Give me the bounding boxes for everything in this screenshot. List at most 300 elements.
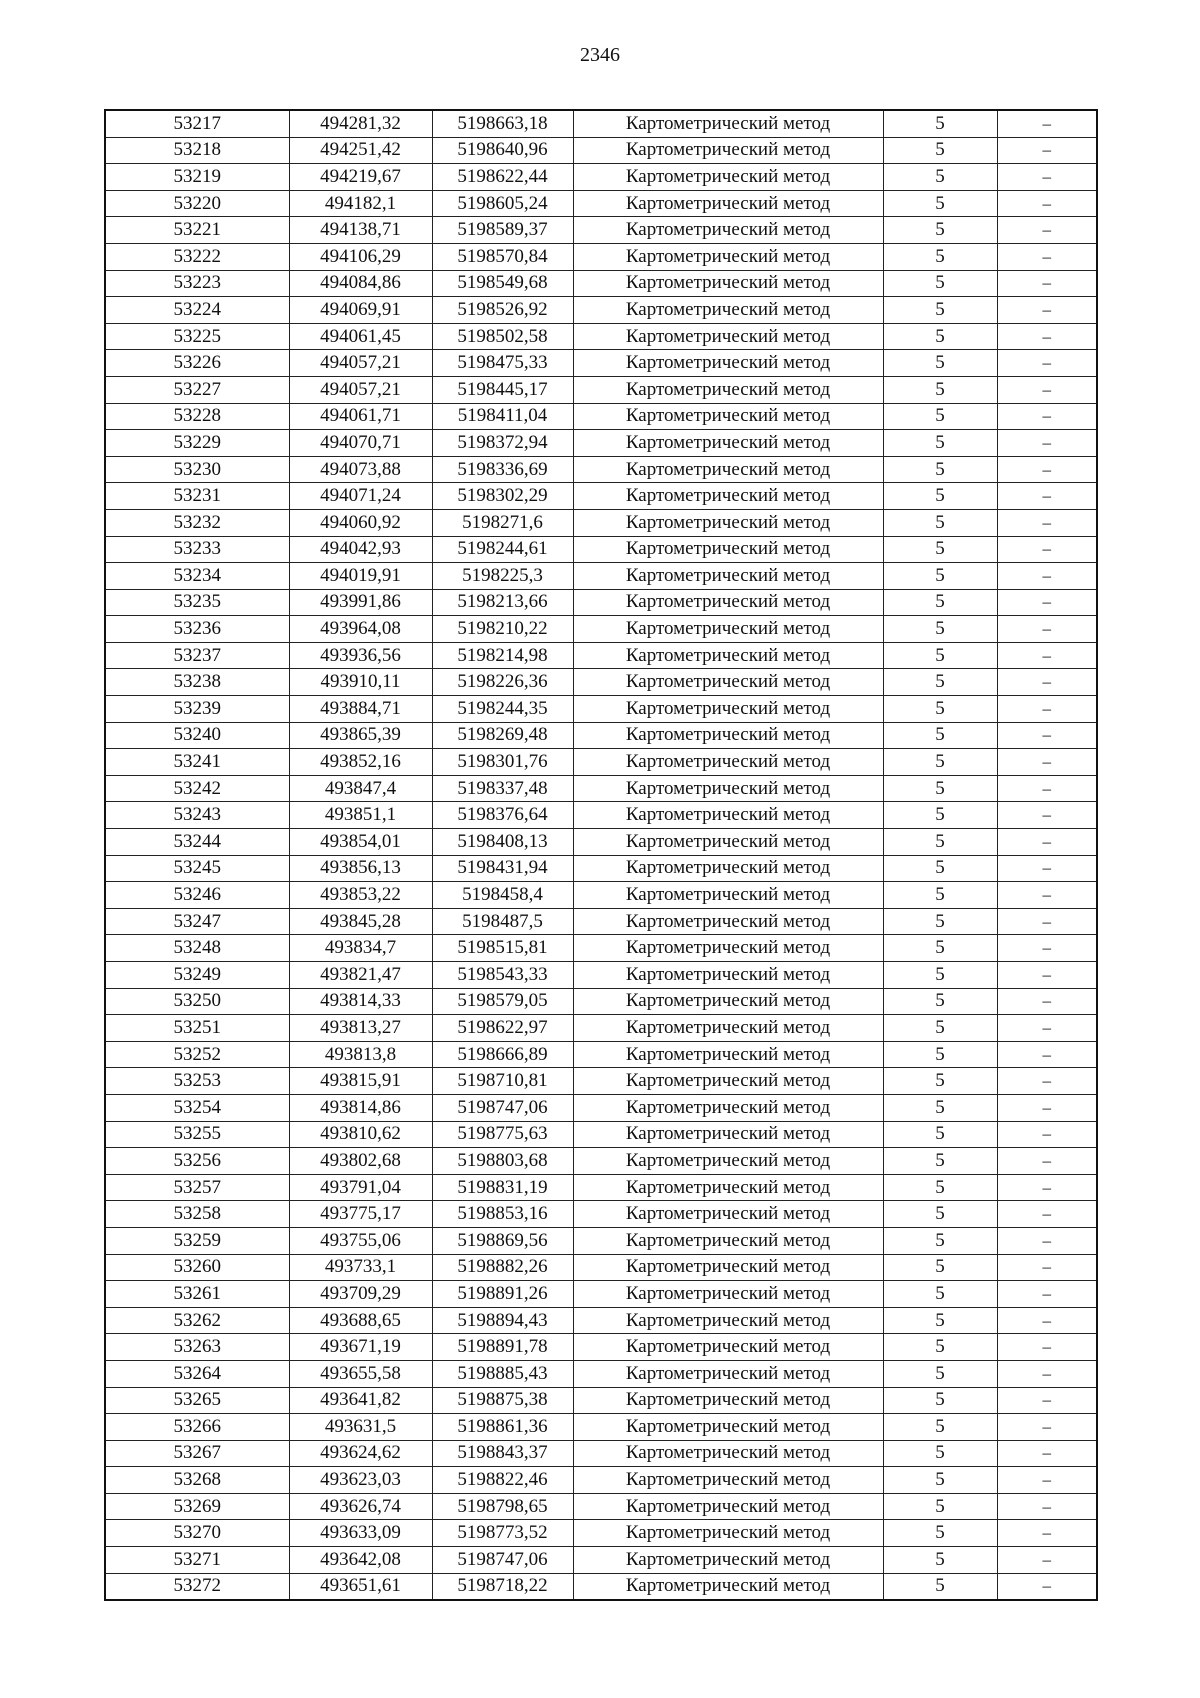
description-cell: – bbox=[997, 1493, 1097, 1520]
method-cell: Картометрический метод bbox=[573, 456, 883, 483]
table-row bbox=[105, 642, 1097, 669]
x-coordinate-cell: 494060,92 bbox=[289, 509, 432, 536]
point-number-cell: 53218 bbox=[105, 137, 289, 164]
point-number-cell: 53259 bbox=[105, 1227, 289, 1254]
accuracy-cell: 5 bbox=[883, 1334, 997, 1361]
x-coordinate-cell: 493791,04 bbox=[289, 1174, 432, 1201]
description-cell: – bbox=[997, 1254, 1097, 1281]
point-number-cell: 53248 bbox=[105, 935, 289, 962]
x-coordinate-cell: 493815,91 bbox=[289, 1068, 432, 1095]
accuracy-cell: 5 bbox=[883, 669, 997, 696]
description-cell: – bbox=[997, 722, 1097, 749]
method-cell: Картометрический метод bbox=[573, 243, 883, 270]
accuracy-cell: 5 bbox=[883, 1015, 997, 1042]
y-coordinate-cell: 5198718,22 bbox=[432, 1573, 573, 1600]
x-coordinate-cell: 494071,24 bbox=[289, 483, 432, 510]
y-coordinate-cell: 5198214,98 bbox=[432, 642, 573, 669]
method-cell: Картометрический метод bbox=[573, 882, 883, 909]
x-coordinate-cell: 494073,88 bbox=[289, 456, 432, 483]
accuracy-cell: 5 bbox=[883, 403, 997, 430]
x-coordinate-cell: 493641,82 bbox=[289, 1387, 432, 1414]
accuracy-cell: 5 bbox=[883, 563, 997, 590]
table-row bbox=[105, 243, 1097, 270]
accuracy-cell: 5 bbox=[883, 164, 997, 191]
table-row bbox=[105, 1281, 1097, 1308]
table-row bbox=[105, 350, 1097, 377]
method-cell: Картометрический метод bbox=[573, 775, 883, 802]
x-coordinate-cell: 494057,21 bbox=[289, 376, 432, 403]
point-number-cell: 53258 bbox=[105, 1201, 289, 1228]
table-row bbox=[105, 1041, 1097, 1068]
table-row bbox=[105, 1547, 1097, 1574]
description-cell: – bbox=[997, 1015, 1097, 1042]
table-row bbox=[105, 1201, 1097, 1228]
x-coordinate-cell: 493813,8 bbox=[289, 1041, 432, 1068]
y-coordinate-cell: 5198475,33 bbox=[432, 350, 573, 377]
x-coordinate-cell: 494057,21 bbox=[289, 350, 432, 377]
description-cell: – bbox=[997, 616, 1097, 643]
y-coordinate-cell: 5198773,52 bbox=[432, 1520, 573, 1547]
table-row bbox=[105, 376, 1097, 403]
table-row bbox=[105, 430, 1097, 457]
y-coordinate-cell: 5198271,6 bbox=[432, 509, 573, 536]
method-cell: Картометрический метод bbox=[573, 1360, 883, 1387]
method-cell: Картометрический метод bbox=[573, 483, 883, 510]
method-cell: Картометрический метод bbox=[573, 323, 883, 350]
point-number-cell: 53239 bbox=[105, 696, 289, 723]
x-coordinate-cell: 494019,91 bbox=[289, 563, 432, 590]
table-row bbox=[105, 1414, 1097, 1441]
table-row bbox=[105, 882, 1097, 909]
table-row bbox=[105, 1174, 1097, 1201]
point-number-cell: 53261 bbox=[105, 1281, 289, 1308]
point-number-cell: 53219 bbox=[105, 164, 289, 191]
table-row bbox=[105, 456, 1097, 483]
method-cell: Картометрический метод bbox=[573, 1201, 883, 1228]
description-cell: – bbox=[997, 217, 1097, 244]
y-coordinate-cell: 5198861,36 bbox=[432, 1414, 573, 1441]
table-row bbox=[105, 988, 1097, 1015]
y-coordinate-cell: 5198663,18 bbox=[432, 110, 573, 137]
y-coordinate-cell: 5198302,29 bbox=[432, 483, 573, 510]
y-coordinate-cell: 5198803,68 bbox=[432, 1148, 573, 1175]
point-number-cell: 53247 bbox=[105, 908, 289, 935]
description-cell: – bbox=[997, 855, 1097, 882]
y-coordinate-cell: 5198894,43 bbox=[432, 1307, 573, 1334]
accuracy-cell: 5 bbox=[883, 1573, 997, 1600]
description-cell: – bbox=[997, 430, 1097, 457]
accuracy-cell: 5 bbox=[883, 350, 997, 377]
x-coordinate-cell: 494061,45 bbox=[289, 323, 432, 350]
method-cell: Картометрический метод bbox=[573, 350, 883, 377]
point-number-cell: 53227 bbox=[105, 376, 289, 403]
y-coordinate-cell: 5198666,89 bbox=[432, 1041, 573, 1068]
description-cell: – bbox=[997, 1307, 1097, 1334]
method-cell: Картометрический метод bbox=[573, 376, 883, 403]
description-cell: – bbox=[997, 270, 1097, 297]
method-cell: Картометрический метод bbox=[573, 616, 883, 643]
point-number-cell: 53266 bbox=[105, 1414, 289, 1441]
description-cell: – bbox=[997, 669, 1097, 696]
y-coordinate-cell: 5198831,19 bbox=[432, 1174, 573, 1201]
accuracy-cell: 5 bbox=[883, 775, 997, 802]
method-cell: Картометрический метод bbox=[573, 1547, 883, 1574]
table-row bbox=[105, 483, 1097, 510]
table-row bbox=[105, 722, 1097, 749]
point-number-cell: 53251 bbox=[105, 1015, 289, 1042]
description-cell: – bbox=[997, 403, 1097, 430]
y-coordinate-cell: 5198269,48 bbox=[432, 722, 573, 749]
point-number-cell: 53230 bbox=[105, 456, 289, 483]
x-coordinate-cell: 493847,4 bbox=[289, 775, 432, 802]
accuracy-cell: 5 bbox=[883, 1254, 997, 1281]
method-cell: Картометрический метод bbox=[573, 563, 883, 590]
accuracy-cell: 5 bbox=[883, 243, 997, 270]
description-cell: – bbox=[997, 696, 1097, 723]
x-coordinate-cell: 494251,42 bbox=[289, 137, 432, 164]
y-coordinate-cell: 5198775,63 bbox=[432, 1121, 573, 1148]
table-row bbox=[105, 775, 1097, 802]
x-coordinate-cell: 494084,86 bbox=[289, 270, 432, 297]
x-coordinate-cell: 493821,47 bbox=[289, 962, 432, 989]
x-coordinate-cell: 493631,5 bbox=[289, 1414, 432, 1441]
description-cell: – bbox=[997, 988, 1097, 1015]
y-coordinate-cell: 5198502,58 bbox=[432, 323, 573, 350]
table-row bbox=[105, 749, 1097, 776]
point-number-cell: 53224 bbox=[105, 297, 289, 324]
accuracy-cell: 5 bbox=[883, 1041, 997, 1068]
table-row bbox=[105, 696, 1097, 723]
y-coordinate-cell: 5198411,04 bbox=[432, 403, 573, 430]
x-coordinate-cell: 493865,39 bbox=[289, 722, 432, 749]
table-row bbox=[105, 589, 1097, 616]
y-coordinate-cell: 5198431,94 bbox=[432, 855, 573, 882]
table-row bbox=[105, 669, 1097, 696]
description-cell: – bbox=[997, 376, 1097, 403]
method-cell: Картометрический метод bbox=[573, 829, 883, 856]
x-coordinate-cell: 493633,09 bbox=[289, 1520, 432, 1547]
method-cell: Картометрический метод bbox=[573, 190, 883, 217]
y-coordinate-cell: 5198337,48 bbox=[432, 775, 573, 802]
y-coordinate-cell: 5198891,26 bbox=[432, 1281, 573, 1308]
point-number-cell: 53228 bbox=[105, 403, 289, 430]
point-number-cell: 53223 bbox=[105, 270, 289, 297]
accuracy-cell: 5 bbox=[883, 430, 997, 457]
accuracy-cell: 5 bbox=[883, 1227, 997, 1254]
point-number-cell: 53255 bbox=[105, 1121, 289, 1148]
x-coordinate-cell: 493814,33 bbox=[289, 988, 432, 1015]
description-cell: – bbox=[997, 1573, 1097, 1600]
accuracy-cell: 5 bbox=[883, 1121, 997, 1148]
y-coordinate-cell: 5198515,81 bbox=[432, 935, 573, 962]
table-row bbox=[105, 1334, 1097, 1361]
x-coordinate-cell: 493854,01 bbox=[289, 829, 432, 856]
x-coordinate-cell: 493802,68 bbox=[289, 1148, 432, 1175]
point-number-cell: 53237 bbox=[105, 642, 289, 669]
table-row bbox=[105, 297, 1097, 324]
point-number-cell: 53270 bbox=[105, 1520, 289, 1547]
y-coordinate-cell: 5198891,78 bbox=[432, 1334, 573, 1361]
description-cell: – bbox=[997, 1360, 1097, 1387]
description-cell: – bbox=[997, 190, 1097, 217]
description-cell: – bbox=[997, 775, 1097, 802]
x-coordinate-cell: 494061,71 bbox=[289, 403, 432, 430]
accuracy-cell: 5 bbox=[883, 1174, 997, 1201]
point-number-cell: 53241 bbox=[105, 749, 289, 776]
point-number-cell: 53222 bbox=[105, 243, 289, 270]
x-coordinate-cell: 493623,03 bbox=[289, 1467, 432, 1494]
description-cell: – bbox=[997, 1334, 1097, 1361]
table-row bbox=[105, 1148, 1097, 1175]
point-number-cell: 53220 bbox=[105, 190, 289, 217]
method-cell: Картометрический метод bbox=[573, 669, 883, 696]
method-cell: Картометрический метод bbox=[573, 908, 883, 935]
description-cell: – bbox=[997, 1520, 1097, 1547]
table-row bbox=[105, 935, 1097, 962]
description-cell: – bbox=[997, 243, 1097, 270]
accuracy-cell: 5 bbox=[883, 1440, 997, 1467]
description-cell: – bbox=[997, 1414, 1097, 1441]
point-number-cell: 53262 bbox=[105, 1307, 289, 1334]
method-cell: Картометрический метод bbox=[573, 1121, 883, 1148]
accuracy-cell: 5 bbox=[883, 1307, 997, 1334]
table-row bbox=[105, 270, 1097, 297]
accuracy-cell: 5 bbox=[883, 1547, 997, 1574]
y-coordinate-cell: 5198445,17 bbox=[432, 376, 573, 403]
x-coordinate-cell: 494182,1 bbox=[289, 190, 432, 217]
description-cell: – bbox=[997, 350, 1097, 377]
x-coordinate-cell: 494106,29 bbox=[289, 243, 432, 270]
y-coordinate-cell: 5198301,76 bbox=[432, 749, 573, 776]
x-coordinate-cell: 493655,58 bbox=[289, 1360, 432, 1387]
method-cell: Картометрический метод bbox=[573, 722, 883, 749]
y-coordinate-cell: 5198885,43 bbox=[432, 1360, 573, 1387]
point-number-cell: 53257 bbox=[105, 1174, 289, 1201]
x-coordinate-cell: 493733,1 bbox=[289, 1254, 432, 1281]
table-row bbox=[105, 1307, 1097, 1334]
method-cell: Картометрический метод bbox=[573, 642, 883, 669]
y-coordinate-cell: 5198589,37 bbox=[432, 217, 573, 244]
description-cell: – bbox=[997, 1440, 1097, 1467]
accuracy-cell: 5 bbox=[883, 829, 997, 856]
table-row bbox=[105, 563, 1097, 590]
x-coordinate-cell: 493964,08 bbox=[289, 616, 432, 643]
accuracy-cell: 5 bbox=[883, 270, 997, 297]
accuracy-cell: 5 bbox=[883, 323, 997, 350]
description-cell: – bbox=[997, 1068, 1097, 1095]
description-cell: – bbox=[997, 882, 1097, 909]
table-row bbox=[105, 110, 1097, 137]
method-cell: Картометрический метод bbox=[573, 749, 883, 776]
accuracy-cell: 5 bbox=[883, 536, 997, 563]
page-number: 2346 bbox=[580, 44, 620, 66]
x-coordinate-cell: 493651,61 bbox=[289, 1573, 432, 1600]
x-coordinate-cell: 493884,71 bbox=[289, 696, 432, 723]
description-cell: – bbox=[997, 1387, 1097, 1414]
point-number-cell: 53238 bbox=[105, 669, 289, 696]
description-cell: – bbox=[997, 1121, 1097, 1148]
description-cell: – bbox=[997, 1148, 1097, 1175]
x-coordinate-cell: 493688,65 bbox=[289, 1307, 432, 1334]
point-number-cell: 53267 bbox=[105, 1440, 289, 1467]
x-coordinate-cell: 493910,11 bbox=[289, 669, 432, 696]
description-cell: – bbox=[997, 323, 1097, 350]
method-cell: Картометрический метод bbox=[573, 1281, 883, 1308]
description-cell: – bbox=[997, 802, 1097, 829]
y-coordinate-cell: 5198244,35 bbox=[432, 696, 573, 723]
y-coordinate-cell: 5198622,44 bbox=[432, 164, 573, 191]
x-coordinate-cell: 493775,17 bbox=[289, 1201, 432, 1228]
method-cell: Картометрический метод bbox=[573, 1573, 883, 1600]
method-cell: Картометрический метод bbox=[573, 589, 883, 616]
point-number-cell: 53240 bbox=[105, 722, 289, 749]
accuracy-cell: 5 bbox=[883, 1493, 997, 1520]
description-cell: – bbox=[997, 829, 1097, 856]
method-cell: Картометрический метод bbox=[573, 164, 883, 191]
method-cell: Картометрический метод bbox=[573, 696, 883, 723]
y-coordinate-cell: 5198579,05 bbox=[432, 988, 573, 1015]
y-coordinate-cell: 5198853,16 bbox=[432, 1201, 573, 1228]
point-number-cell: 53232 bbox=[105, 509, 289, 536]
table-row bbox=[105, 323, 1097, 350]
point-number-cell: 53226 bbox=[105, 350, 289, 377]
method-cell: Картометрический метод bbox=[573, 1467, 883, 1494]
method-cell: Картометрический метод bbox=[573, 270, 883, 297]
y-coordinate-cell: 5198226,36 bbox=[432, 669, 573, 696]
description-cell: – bbox=[997, 589, 1097, 616]
y-coordinate-cell: 5198640,96 bbox=[432, 137, 573, 164]
method-cell: Картометрический метод bbox=[573, 137, 883, 164]
method-cell: Картометрический метод bbox=[573, 430, 883, 457]
accuracy-cell: 5 bbox=[883, 297, 997, 324]
y-coordinate-cell: 5198875,38 bbox=[432, 1387, 573, 1414]
method-cell: Картометрический метод bbox=[573, 1148, 883, 1175]
y-coordinate-cell: 5198605,24 bbox=[432, 190, 573, 217]
y-coordinate-cell: 5198210,22 bbox=[432, 616, 573, 643]
table-row bbox=[105, 509, 1097, 536]
method-cell: Картометрический метод bbox=[573, 509, 883, 536]
accuracy-cell: 5 bbox=[883, 935, 997, 962]
method-cell: Картометрический метод bbox=[573, 1094, 883, 1121]
table-row bbox=[105, 908, 1097, 935]
point-number-cell: 53236 bbox=[105, 616, 289, 643]
table-row bbox=[105, 1068, 1097, 1095]
method-cell: Картометрический метод bbox=[573, 1307, 883, 1334]
accuracy-cell: 5 bbox=[883, 1387, 997, 1414]
accuracy-cell: 5 bbox=[883, 908, 997, 935]
table-row bbox=[105, 1440, 1097, 1467]
table-row bbox=[105, 1467, 1097, 1494]
method-cell: Картометрический метод bbox=[573, 1015, 883, 1042]
x-coordinate-cell: 493709,29 bbox=[289, 1281, 432, 1308]
accuracy-cell: 5 bbox=[883, 190, 997, 217]
accuracy-cell: 5 bbox=[883, 376, 997, 403]
point-number-cell: 53235 bbox=[105, 589, 289, 616]
table-row bbox=[105, 855, 1097, 882]
y-coordinate-cell: 5198869,56 bbox=[432, 1227, 573, 1254]
table-row bbox=[105, 1520, 1097, 1547]
accuracy-cell: 5 bbox=[883, 1414, 997, 1441]
description-cell: – bbox=[997, 483, 1097, 510]
table-row bbox=[105, 1387, 1097, 1414]
point-number-cell: 53234 bbox=[105, 563, 289, 590]
y-coordinate-cell: 5198526,92 bbox=[432, 297, 573, 324]
x-coordinate-cell: 493845,28 bbox=[289, 908, 432, 935]
y-coordinate-cell: 5198376,64 bbox=[432, 802, 573, 829]
method-cell: Картометрический метод bbox=[573, 536, 883, 563]
table-row bbox=[105, 1254, 1097, 1281]
accuracy-cell: 5 bbox=[883, 988, 997, 1015]
x-coordinate-cell: 494070,71 bbox=[289, 430, 432, 457]
method-cell: Картометрический метод bbox=[573, 1227, 883, 1254]
method-cell: Картометрический метод bbox=[573, 1440, 883, 1467]
table-body bbox=[105, 110, 1097, 1600]
point-number-cell: 53256 bbox=[105, 1148, 289, 1175]
description-cell: – bbox=[997, 1227, 1097, 1254]
y-coordinate-cell: 5198458,4 bbox=[432, 882, 573, 909]
coordinates-table bbox=[104, 109, 1098, 1601]
point-number-cell: 53246 bbox=[105, 882, 289, 909]
x-coordinate-cell: 493642,08 bbox=[289, 1547, 432, 1574]
y-coordinate-cell: 5198747,06 bbox=[432, 1094, 573, 1121]
x-coordinate-cell: 493851,1 bbox=[289, 802, 432, 829]
accuracy-cell: 5 bbox=[883, 722, 997, 749]
y-coordinate-cell: 5198747,06 bbox=[432, 1547, 573, 1574]
point-number-cell: 53233 bbox=[105, 536, 289, 563]
x-coordinate-cell: 494219,67 bbox=[289, 164, 432, 191]
accuracy-cell: 5 bbox=[883, 217, 997, 244]
description-cell: – bbox=[997, 536, 1097, 563]
description-cell: – bbox=[997, 908, 1097, 935]
table-row bbox=[105, 1121, 1097, 1148]
method-cell: Картометрический метод bbox=[573, 1334, 883, 1361]
y-coordinate-cell: 5198543,33 bbox=[432, 962, 573, 989]
description-cell: – bbox=[997, 935, 1097, 962]
table-row bbox=[105, 536, 1097, 563]
method-cell: Картометрический метод bbox=[573, 962, 883, 989]
description-cell: – bbox=[997, 164, 1097, 191]
point-number-cell: 53217 bbox=[105, 110, 289, 137]
y-coordinate-cell: 5198213,66 bbox=[432, 589, 573, 616]
description-cell: – bbox=[997, 1174, 1097, 1201]
accuracy-cell: 5 bbox=[883, 962, 997, 989]
table-row bbox=[105, 1573, 1097, 1600]
accuracy-cell: 5 bbox=[883, 509, 997, 536]
y-coordinate-cell: 5198487,5 bbox=[432, 908, 573, 935]
method-cell: Картометрический метод bbox=[573, 935, 883, 962]
x-coordinate-cell: 493936,56 bbox=[289, 642, 432, 669]
method-cell: Картометрический метод bbox=[573, 1520, 883, 1547]
method-cell: Картометрический метод bbox=[573, 802, 883, 829]
description-cell: – bbox=[997, 1094, 1097, 1121]
description-cell: – bbox=[997, 456, 1097, 483]
accuracy-cell: 5 bbox=[883, 137, 997, 164]
table-row bbox=[105, 190, 1097, 217]
accuracy-cell: 5 bbox=[883, 696, 997, 723]
accuracy-cell: 5 bbox=[883, 1201, 997, 1228]
accuracy-cell: 5 bbox=[883, 1520, 997, 1547]
x-coordinate-cell: 493991,86 bbox=[289, 589, 432, 616]
method-cell: Картометрический метод bbox=[573, 403, 883, 430]
point-number-cell: 53264 bbox=[105, 1360, 289, 1387]
accuracy-cell: 5 bbox=[883, 616, 997, 643]
point-number-cell: 53229 bbox=[105, 430, 289, 457]
table-row bbox=[105, 829, 1097, 856]
description-cell: – bbox=[997, 962, 1097, 989]
table-row bbox=[105, 1360, 1097, 1387]
accuracy-cell: 5 bbox=[883, 642, 997, 669]
y-coordinate-cell: 5198244,61 bbox=[432, 536, 573, 563]
